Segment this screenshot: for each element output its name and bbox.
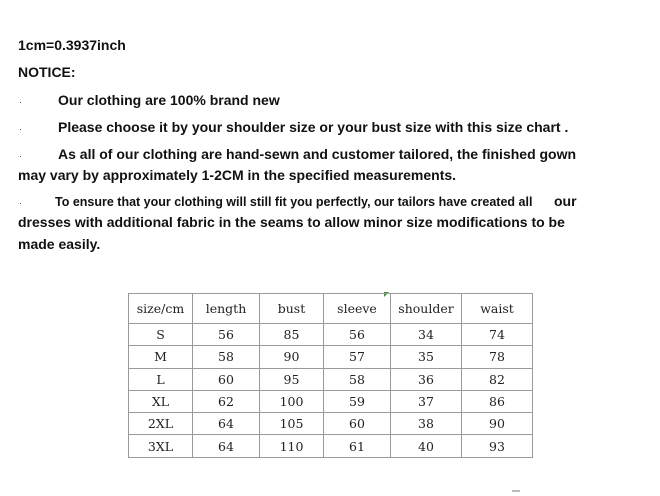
bullet: ·: [19, 124, 22, 134]
cell-sleeve: 56: [324, 324, 391, 346]
cell-size: XL: [129, 390, 193, 412]
unit-conversion: 1cm=0.3937inch: [18, 37, 126, 53]
cell-shoulder: 34: [391, 324, 462, 346]
cell-shoulder: 38: [391, 413, 462, 435]
cell-shoulder: 36: [391, 368, 462, 390]
notice-item-tailors: To ensure that your clothing will still fit you perfectly, our tailors have created all: [55, 195, 533, 209]
cell-shoulder: 35: [391, 346, 462, 368]
footer-mark: [512, 490, 520, 492]
table-row: [129, 368, 533, 390]
cell-length: 64: [193, 413, 260, 435]
table-row: [129, 390, 533, 412]
cell-size: S: [129, 324, 193, 346]
notice-heading: NOTICE:: [18, 64, 76, 80]
header-bust: bust: [260, 294, 324, 324]
cell-waist: 74: [462, 324, 533, 346]
header-length: length: [193, 294, 260, 324]
cell-size: L: [129, 368, 193, 390]
cell-size: M: [129, 346, 193, 368]
cell-length: 62: [193, 390, 260, 412]
cell-bust: 90: [260, 346, 324, 368]
cell-shoulder: 40: [391, 435, 462, 457]
table-row: [129, 324, 533, 346]
notice-item-hand-sewn-cont: may vary by approximately 1-2CM in the specified measurements.: [18, 167, 457, 183]
cell-length: 56: [193, 324, 260, 346]
notice-item-tailors-our: our: [554, 193, 577, 209]
cell-size: 2XL: [129, 413, 193, 435]
bullet: ·: [19, 151, 22, 161]
notice-item-hand-sewn: As all of our clothing are hand-sewn and customer tailored, the finished gown: [58, 146, 577, 162]
cell-waist: 90: [462, 413, 533, 435]
notice-item-tailors-cont: dresses with additional fabric in the seams to allow minor size modifications to be: [18, 214, 565, 230]
notice-item-choose-size: Please choose it by your shoulder size or your bust size with this size chart .: [58, 119, 569, 135]
cell-bust: 100: [260, 390, 324, 412]
table-row: [129, 346, 533, 368]
cell-sleeve: 59: [324, 390, 391, 412]
cell-length: 58: [193, 346, 260, 368]
header-sleeve: sleeve: [324, 294, 391, 324]
cell-waist: 86: [462, 390, 533, 412]
cell-sleeve: 57: [324, 346, 391, 368]
header-shoulder: shoulder: [391, 294, 462, 324]
size-chart-table: [128, 293, 533, 458]
cell-bust: 95: [260, 368, 324, 390]
cell-sleeve: 58: [324, 368, 391, 390]
cell-waist: 82: [462, 368, 533, 390]
cell-bust: 85: [260, 324, 324, 346]
bullet: ·: [19, 198, 22, 208]
cell-bust: 110: [260, 435, 324, 457]
cell-sleeve: 60: [324, 413, 391, 435]
cell-shoulder: 37: [391, 390, 462, 412]
cell-waist: 93: [462, 435, 533, 457]
table-row: [129, 413, 533, 435]
cell-bust: 105: [260, 413, 324, 435]
table-header-row: [129, 294, 533, 324]
cell-length: 64: [193, 435, 260, 457]
cell-length: 60: [193, 368, 260, 390]
notice-item-brand-new: Our clothing are 100% brand new: [58, 92, 280, 108]
cell-size: 3XL: [129, 435, 193, 457]
cell-waist: 78: [462, 346, 533, 368]
bullet: ·: [19, 97, 22, 107]
cell-sleeve: 61: [324, 435, 391, 457]
notice-item-tailors-end: made easily.: [18, 236, 101, 252]
header-waist: waist: [462, 294, 533, 324]
header-size: size/cm: [129, 294, 193, 324]
table-row: [129, 435, 533, 457]
